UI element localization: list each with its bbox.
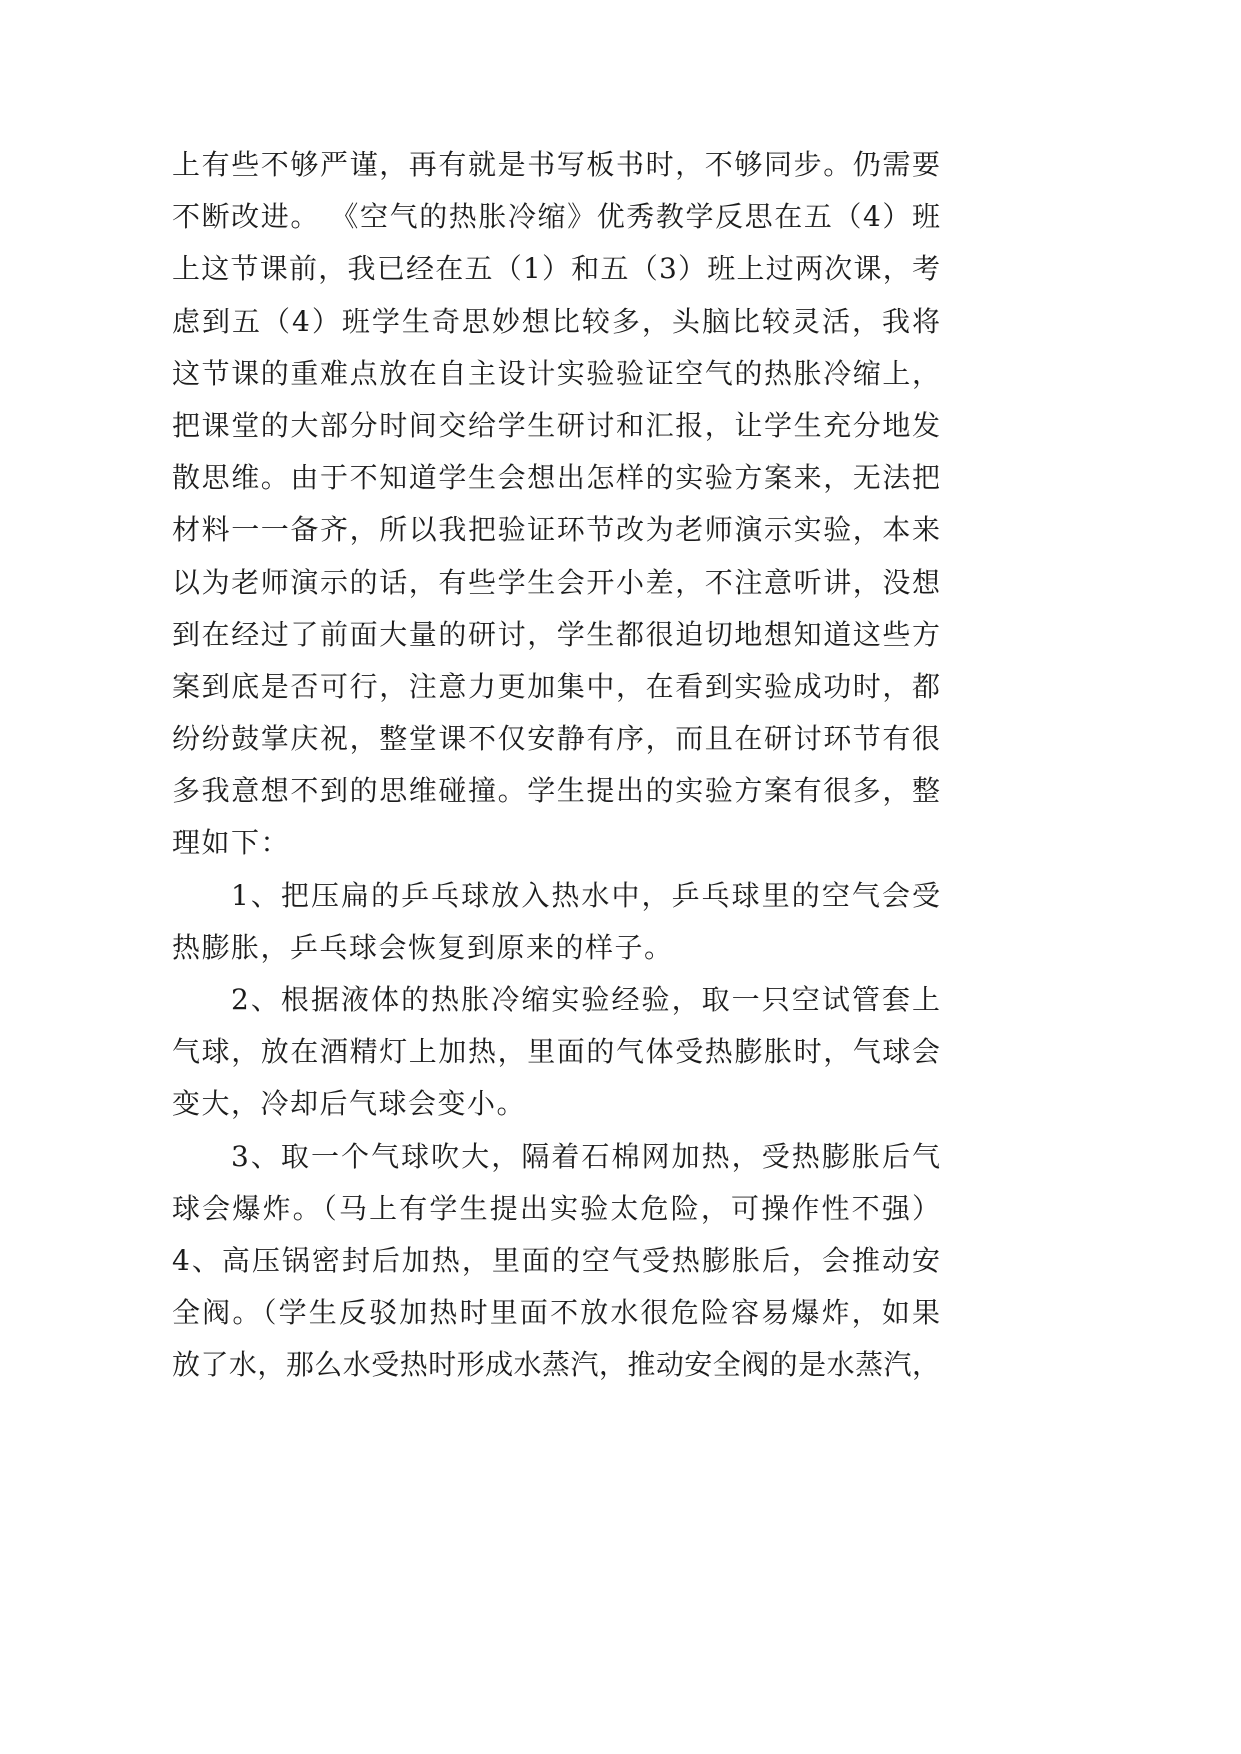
paragraph-plan-1: [172, 870, 940, 974]
text-line: 案到底是否可行，注意力更加集中，在看到实验成功时，都: [172, 669, 940, 703]
text-line: 球会爆炸。（马上有学生提出实验太危险，可操作性不强）: [172, 1191, 940, 1225]
text-line: 1、把压扁的乒乓球放入热水中，乒乓球里的空气会受: [231, 878, 940, 912]
text-line: 把课堂的大部分时间交给学生研讨和汇报，让学生充分地发: [172, 408, 940, 442]
text-line: 3、取一个气球吹大，隔着石棉网加热，受热膨胀后气: [231, 1139, 940, 1173]
text-line: 放了水，那么水受热时形成水蒸汽，推动安全阀的是水蒸汽，: [172, 1348, 940, 1382]
text-line: 2、根据液体的热胀冷缩实验经验，取一只空试管套上: [231, 983, 940, 1016]
paragraph-plan-2: [172, 974, 940, 1131]
text-line: 上这节课前，我已经在五（1）和五（3）班上过两次课，考: [172, 252, 940, 286]
text-line: 4、高压锅密封后加热，里面的空气受热膨胀后，会推动安: [172, 1243, 940, 1277]
text-line: 以为老师演示的话，有些学生会开小差，不注意听讲，没想: [172, 565, 940, 599]
text-line: 这节课的重难点放在自主设计实验验证空气的热胀冷缩上，: [172, 356, 940, 390]
text-line: 理如下：: [172, 826, 291, 860]
text-line: 虑到五（4）班学生奇思妙想比较多，头脑比较灵活，我将: [172, 304, 940, 338]
text-line: 纷纷鼓掌庆祝，整堂课不仅安静有序，而且在研讨环节有很: [172, 722, 940, 756]
text-line: 材料一一备齐，所以我把验证环节改为老师演示实验，本来: [172, 513, 940, 547]
text-line: 上有些不够严谨，再有就是书写板书时，不够同步。仍需要: [172, 148, 940, 181]
paragraph-reflection-intro: [172, 139, 940, 870]
document-body: [172, 139, 940, 1392]
paragraph-plan-3-4: [172, 1131, 940, 1392]
text-line: 变大，冷却后气球会变小。: [172, 1087, 527, 1121]
text-line: 多我意想不到的思维碰撞。学生提出的实验方案有很多，整: [172, 774, 940, 808]
text-line: 气球，放在酒精灯上加热，里面的气体受热膨胀时，气球会: [172, 1035, 940, 1069]
text-line: 全阀。（学生反驳加热时里面不放水很危险容易爆炸，如果: [172, 1296, 940, 1330]
text-line: 到在经过了前面大量的研讨，学生都很迫切地想知道这些方: [172, 617, 940, 651]
text-line: 热膨胀，乒乓球会恢复到原来的样子。: [172, 930, 674, 964]
text-line: 不断改进。 《空气的热胀冷缩》优秀教学反思在五（4）班: [172, 200, 940, 234]
text-line: 散思维。由于不知道学生会想出怎样的实验方案来，无法把: [172, 461, 940, 495]
